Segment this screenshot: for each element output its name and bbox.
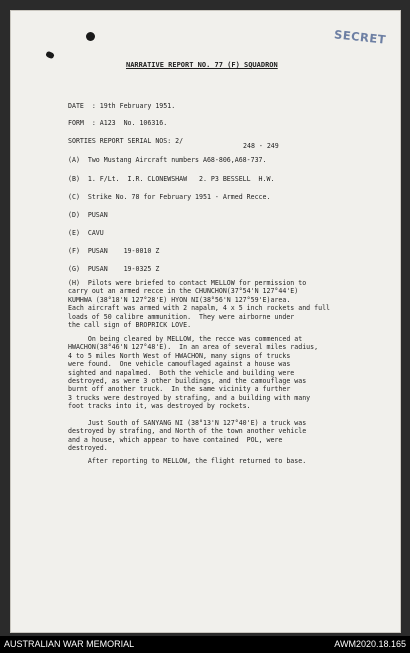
sorties-numbers: 248 - 249 (243, 142, 279, 150)
footer-reference: AWM2020.18.165 (334, 639, 406, 649)
report-title: NARRATIVE REPORT NO. 77 (F) SQUADRON (126, 61, 278, 69)
document-page (10, 10, 401, 633)
item-f: (F) PUSAN 19-0010 Z (68, 247, 160, 255)
footer-bar (0, 636, 410, 653)
item-d: (D) PUSAN (68, 211, 108, 219)
paragraph-sanyang: Just South of SANYANG NI (38°13'N 127°40'E) a truck was destroyed by strafing, and North of the town another vehicle and a house, which appear to have contained POL, were destroyed. (68, 419, 307, 453)
item-b: (B) 1. F/Lt. I.R. CLONEWSHAW 2. P3 BESSELL H.W. (68, 175, 275, 183)
item-g: (G) PUSAN 19-0325 Z (68, 265, 160, 273)
paragraph-hwachon: On being cleared by MELLOW, the recce was commenced at HWACHON(38°46'N 127°48'E). In an area of several miles radius, 4 to 5 miles North West of HWACHON, many signs of trucks were found. One vehicle camouflaged against a house was sighted and napalmed. Both the vehicle and building were destroyed, as were 3 other buildings, and the camouflage was burnt off another truck. In the same vicinity a further 3 trucks were destroyed by strafing, and a building with many foot tracks into it, was destroyed by rockets. (68, 335, 319, 411)
punch-hole-mark (86, 32, 95, 41)
form-line: FORM : A123 No. 106316. (68, 119, 168, 127)
date-line: DATE : 19th February 1951. (68, 102, 176, 110)
ink-mark (45, 51, 55, 60)
item-c: (C) Strike No. 78 for February 1951 - Armed Recce. (68, 193, 271, 201)
footer-source: AUSTRALIAN WAR MEMORIAL (4, 639, 135, 649)
secret-stamp: SECRET (333, 27, 387, 47)
paragraph-closing: After reporting to MELLOW, the flight returned to base. (68, 457, 307, 465)
item-a: (A) Two Mustang Aircraft numbers A68-806,A68-737. (68, 156, 267, 164)
paragraph-h: (H) Pilots were briefed to contact MELLOW for permission to carry out an armed recce in the CHUNCHON(37°54'N 127°44'E) KUMHWA (38°18'N 127°28'E) HYON NI(38°56'N 127°59'E)area. Each aircraft was armed with 2 napalm, 4 x 5 inch rockets and full loads of 50 calibre ammunition. They were airborne under the call sign of BROPRICK LOVE. (68, 279, 331, 330)
item-e: (E) CAVU (68, 229, 104, 237)
sorties-label: SORTIES REPORT SERIAL NOS: 2/ (68, 137, 184, 145)
